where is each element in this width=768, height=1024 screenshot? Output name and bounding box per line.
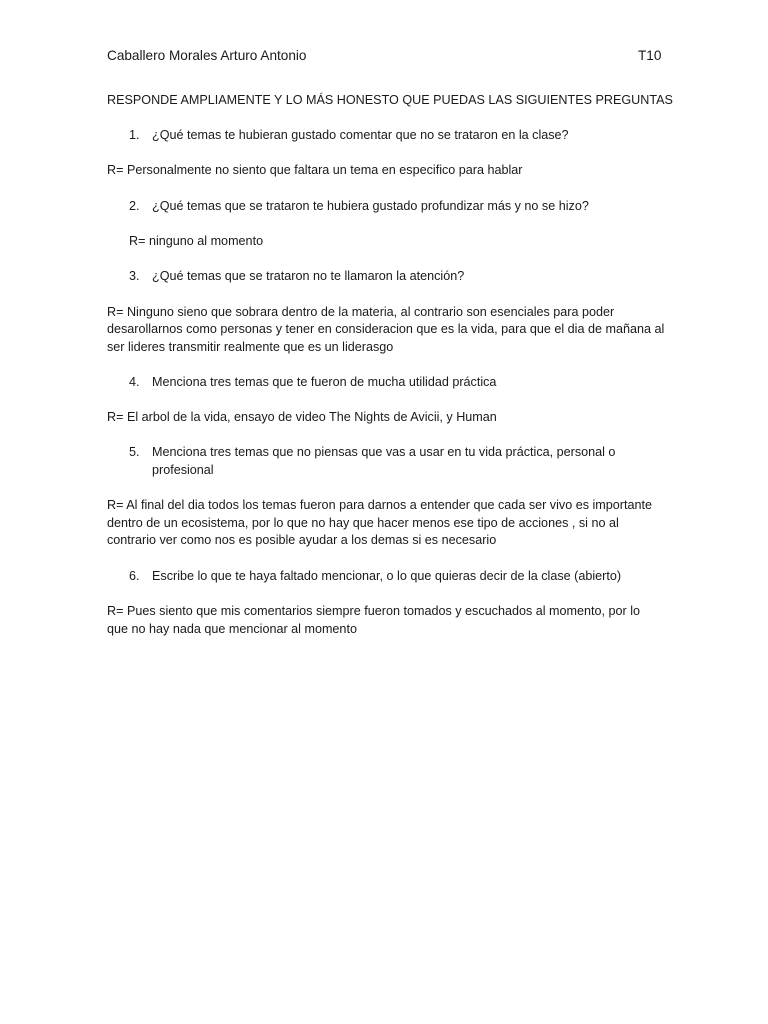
answer-line: desarollarnos como personas y tener en consideracion que es la vida, para que el dia de mañana al: [107, 322, 665, 336]
answer-line: ser lideres transmitir realmente que es un liderasgo: [107, 340, 394, 354]
question-text: ¿Qué temas que se trataron no te llamaron la atención?: [152, 269, 465, 283]
question-text: Menciona tres temas que te fueron de mucha utilidad práctica: [152, 375, 497, 389]
answer-line: contrario ver como nos es posible ayudar a los demas si es necesario: [107, 533, 497, 547]
answer-line: R= Ninguno sieno que sobrara dentro de la materia, al contrario son esenciales para poder: [107, 305, 615, 319]
question-number: 3.: [129, 269, 140, 283]
answer-text: R= Personalmente no siento que faltara un tema en especifico para hablar: [107, 163, 523, 177]
question-text-line: Menciona tres temas que no piensas que vas a usar en tu vida práctica, personal o: [152, 445, 616, 459]
question-text: ¿Qué temas que se trataron te hubiera gustado profundizar más y no se hizo?: [152, 199, 589, 213]
answer-text: R= El arbol de la vida, ensayo de video The Nights de Avicii, y Human: [107, 410, 497, 424]
answer-line: que no hay nada que mencionar al momento: [107, 622, 357, 636]
answer-line: dentro de un ecosistema, por lo que no hay que hacer menos ese tipo de acciones , si no al: [107, 516, 619, 530]
question-text-line: profesional: [152, 463, 214, 477]
question-number: 1.: [129, 128, 140, 142]
instructions-heading: RESPONDE AMPLIAMENTE Y LO MÁS HONESTO QUE PUEDAS LAS SIGUIENTES PREGUNTAS: [107, 93, 673, 107]
question-number: 4.: [129, 375, 140, 389]
question-number: 2.: [129, 199, 140, 213]
author-name: Caballero Morales Arturo Antonio: [107, 48, 307, 63]
answer-line: R= Pues siento que mis comentarios siempre fueron tomados y escuchados al momento, por lo: [107, 604, 641, 618]
question-number: 6.: [129, 569, 140, 583]
assignment-code: T10: [638, 48, 662, 63]
answer-text: R= ninguno al momento: [129, 234, 264, 248]
question-number: 5.: [129, 445, 140, 459]
question-text: ¿Qué temas te hubieran gustado comentar que no se trataron en la clase?: [152, 128, 569, 142]
question-text: Escribe lo que te haya faltado mencionar, o lo que quieras decir de la clase (abierto): [152, 569, 622, 583]
answer-line: R= Al final del dia todos los temas fueron para darnos a entender que cada ser vivo es importante: [107, 498, 653, 512]
